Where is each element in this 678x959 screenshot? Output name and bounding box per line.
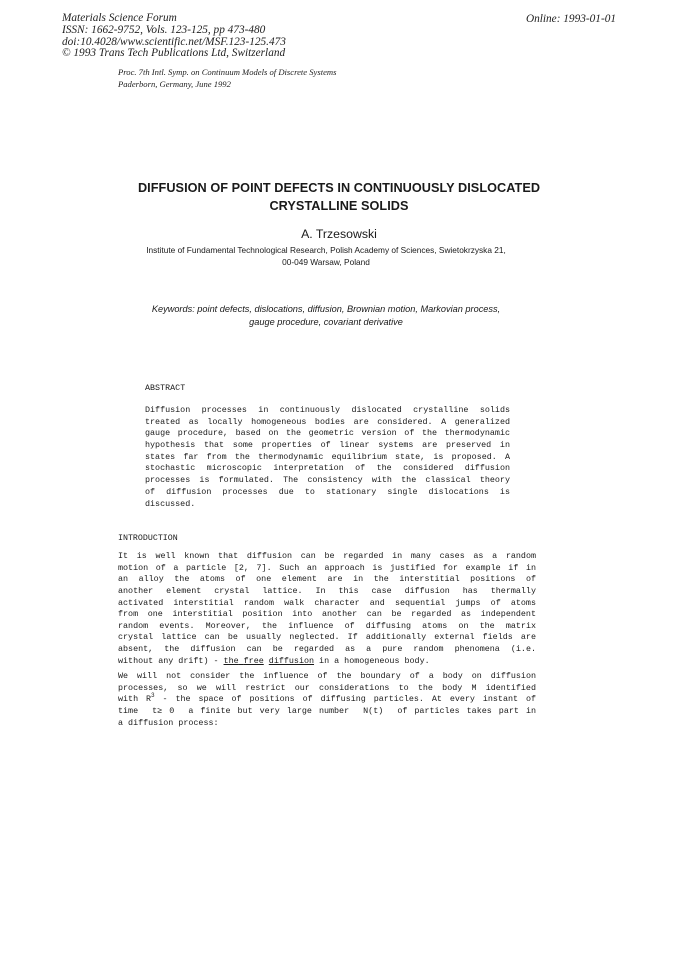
- proceedings-note: [118, 66, 336, 90]
- abstract-line: stochastic microscopic interpretation of the considered diffusion: [145, 463, 510, 474]
- paragraph-line: processes, so we will restrict our considerations to the body M identified: [118, 682, 536, 693]
- abstract-line: of diffusion processes due to stationary single dislocations is: [145, 486, 510, 497]
- abstract-line: treated as locally homogeneous bodies are considered. A generalized: [145, 416, 510, 427]
- paragraph-text: - the space of positions of diffusing particles. At every instant of: [154, 694, 536, 705]
- affiliation-line-1: Institute of Fundamental Technological Research, Polish Academy of Sciences, Swietokrzyska 21,: [146, 245, 506, 255]
- paragraph-line: an alloy the atoms of one element are in the interstitial positions of: [118, 574, 536, 585]
- abstract-heading: ABSTRACT: [145, 384, 186, 393]
- journal-name: Materials Science Forum: [62, 12, 177, 24]
- paragraph-line: [118, 694, 536, 706]
- underlined-word: the: [223, 655, 239, 666]
- title-line-1: DIFFUSION OF POINT DEFECTS IN CONTINUOUSLY DISLOCATED: [137, 181, 541, 195]
- affiliation: [0, 244, 651, 268]
- paragraph-line: from one interstitial position into another can be regarded as independent: [118, 609, 536, 620]
- keywords-line-2: gauge procedure, covariant derivative: [249, 316, 403, 327]
- abstract-line: discussed.: [145, 498, 196, 509]
- issn-line: ISSN: 1662-9752, Vols. 123-125, pp 473-480: [62, 23, 266, 36]
- underlined-word: free: [243, 655, 264, 666]
- abstract-line: Diffusion processes in continuously dislocated crystalline solids: [145, 405, 510, 415]
- superscript: 3: [151, 692, 155, 700]
- journal-header: [62, 13, 286, 60]
- paragraph-line-final: [118, 656, 536, 668]
- paragraph-line: motion of a particle [2, 7]. Such an approach is justified for example if in: [118, 562, 536, 573]
- keywords-line-1: Keywords: point defects, dislocations, diffusion, Brownian motion, Markovian process,: [151, 304, 501, 314]
- paragraph-line: a diffusion process:: [118, 717, 219, 728]
- introduction-heading: INTRODUCTION: [118, 534, 178, 543]
- copyright-line: © 1993 Trans Tech Publications Ltd, Switzerland: [62, 47, 286, 60]
- paragraph-line: absent, the diffusion can be regarded as a pure random phenomena (i.e.: [118, 644, 536, 655]
- paragraph-line: time t≥ 0 a finite but very large number N(t) of particles takes part in: [118, 705, 536, 716]
- abstract-line: states far from the thermodynamic equilibrium state, is proposed. A: [145, 451, 510, 462]
- proceedings-line-1: Proc. 7th Intl. Symp. on Continuum Models of Discrete Systems: [118, 67, 337, 77]
- paragraph-line: random events. Moreover, the influence of diffusing atoms on the matrix: [118, 620, 536, 631]
- proceedings-line-2: Paderborn, Germany, June 1992: [118, 79, 231, 89]
- paragraph-text: with R: [118, 694, 152, 705]
- paragraph-line: activated interstitial random walk character and sequential jumps of atoms: [118, 597, 536, 608]
- doi-line[interactable]: doi:10.4028/www.scientific.net/MSF.123-125.473: [62, 35, 286, 48]
- paragraph-line: crystal lattice can be usually neglected. If additionally external fields are: [118, 632, 536, 643]
- paragraph-line: another element crystal lattice. In this case diffusion has thermally: [118, 585, 536, 596]
- abstract-body: [145, 405, 510, 510]
- paragraph-text: in a homogeneous body.: [314, 655, 430, 666]
- paragraph-text: without any drift) -: [118, 655, 224, 666]
- intro-paragraph-1: [118, 551, 536, 667]
- affiliation-line-2: 00-049 Warsaw, Poland: [282, 257, 370, 267]
- title-line-2: CRYSTALLINE SOLIDS: [269, 198, 409, 213]
- intro-paragraph-2: [118, 671, 536, 729]
- paper-title: [0, 180, 678, 215]
- online-date: Online: 1993-01-01: [525, 13, 616, 25]
- paragraph-line: It is well known that diffusion can be regarded in many cases as a random: [118, 551, 536, 561]
- author-name: A. Trzesowski: [301, 227, 377, 241]
- free-diffusion-term: [224, 656, 264, 666]
- underlined-word: diffusion: [268, 655, 315, 666]
- abstract-line: gauge procedure, based on the geometric version of the thermodynamic: [145, 428, 510, 439]
- abstract-line: processes is formulated. The consistency with the classical theory: [145, 475, 510, 486]
- abstract-line: hypothesis that some properties of linear systems are preserved in: [145, 440, 510, 451]
- paragraph-line: We will not consider the influence of the boundary of a body on diffusion: [118, 671, 536, 681]
- keywords: [0, 303, 652, 328]
